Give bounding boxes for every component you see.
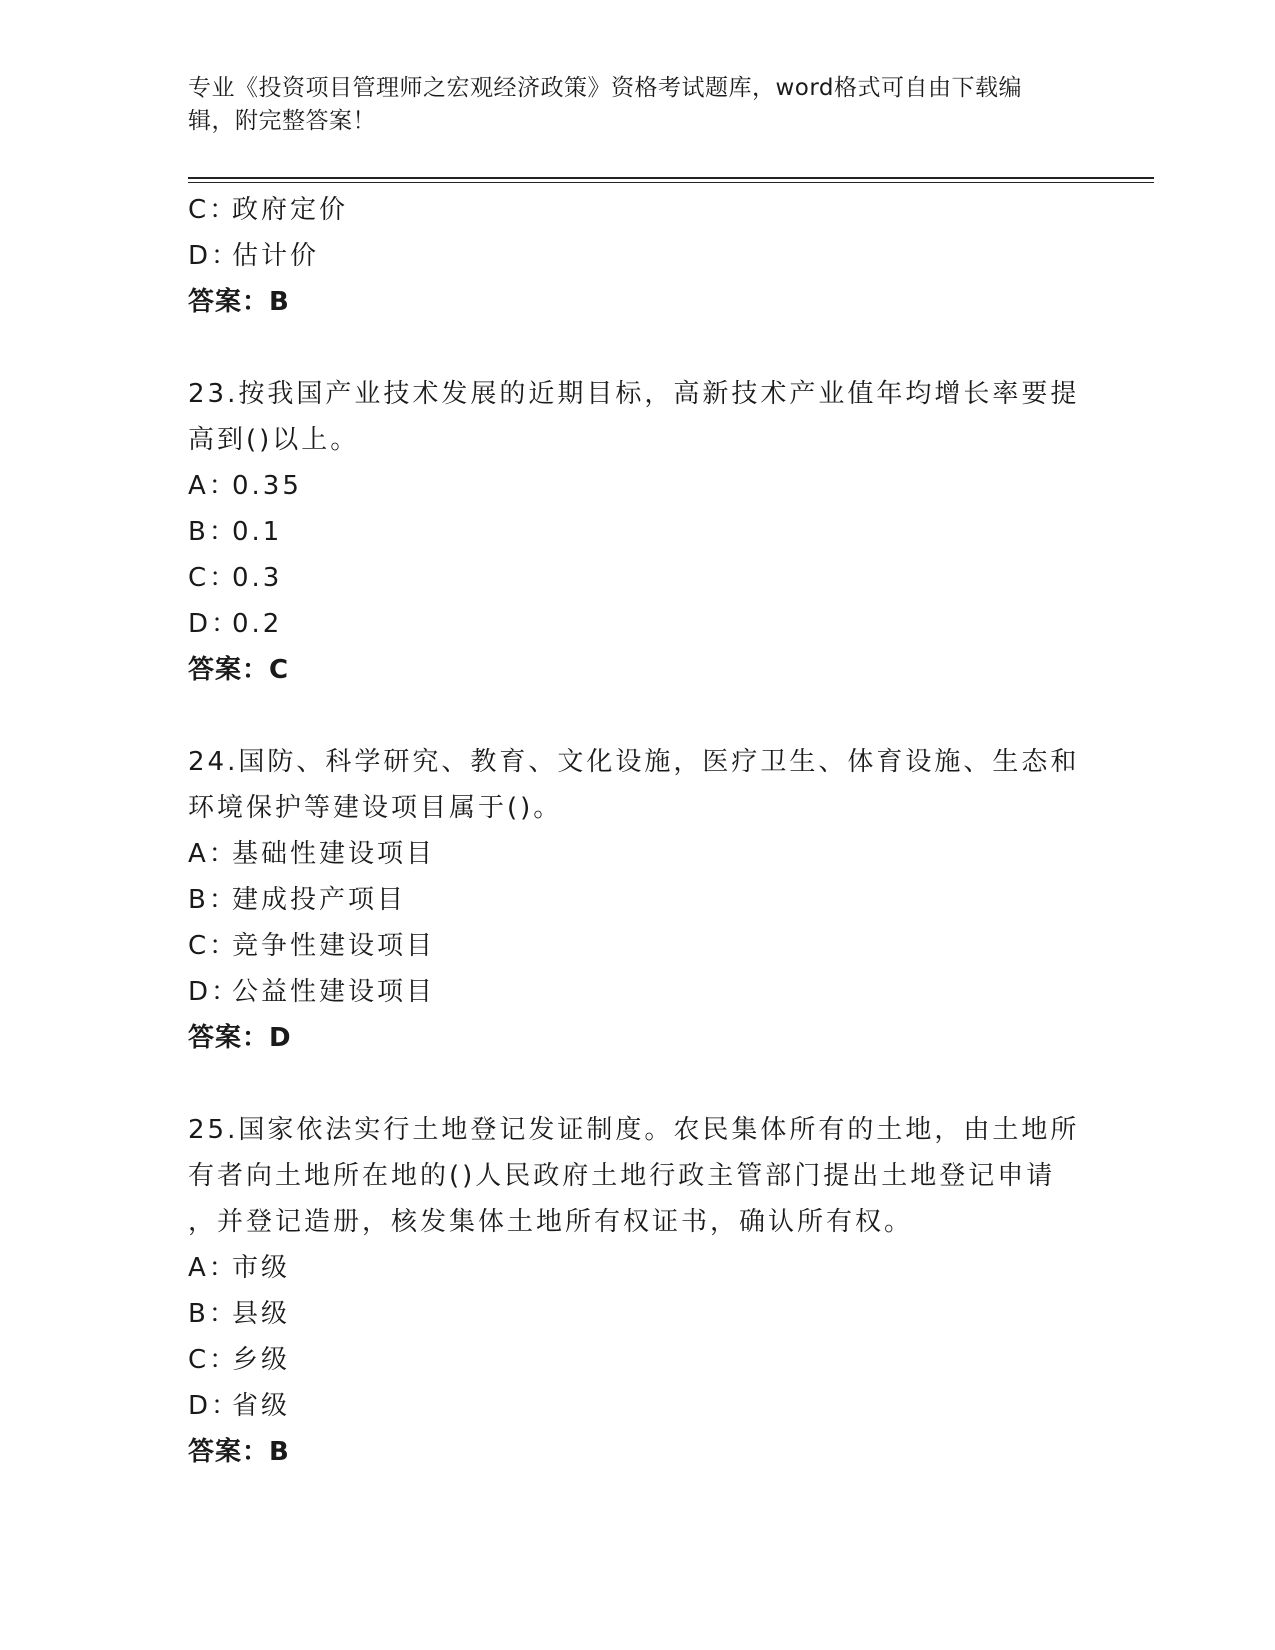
option-letter: A：	[188, 1253, 238, 1283]
question-25	[188, 1107, 1088, 1475]
option-d	[188, 233, 1088, 279]
option-letter: D：	[188, 977, 241, 1007]
option-text: 市级	[232, 1253, 291, 1283]
option-text: 0.3	[232, 563, 283, 593]
answer-line: 答案：C	[188, 655, 290, 685]
answer-line: 答案：D	[188, 1023, 292, 1053]
question-text: 高到()以上。	[188, 425, 360, 455]
option-b	[188, 877, 1088, 923]
option-text: 0.2	[232, 609, 283, 639]
option-a	[188, 463, 1088, 509]
option-d	[188, 1383, 1088, 1429]
option-c	[188, 187, 1088, 233]
option-letter: A：	[188, 839, 238, 869]
question-23	[188, 371, 1088, 693]
option-b	[188, 1291, 1088, 1337]
option-text: 估计价	[232, 241, 320, 271]
option-c	[188, 1337, 1088, 1383]
question-24	[188, 739, 1088, 1061]
option-letter: C：	[188, 195, 239, 225]
question-content	[188, 187, 1088, 1475]
option-d	[188, 969, 1088, 1015]
option-letter: B：	[188, 517, 238, 547]
option-text: 公益性建设项目	[232, 977, 436, 1007]
option-a	[188, 1245, 1088, 1291]
option-text: 基础性建设项目	[232, 839, 436, 869]
option-a	[188, 831, 1088, 877]
header-rule-thick	[188, 177, 1154, 179]
option-text: 政府定价	[232, 195, 349, 225]
option-letter: B：	[188, 885, 238, 915]
header-rule-thin	[188, 182, 1154, 183]
option-c	[188, 923, 1088, 969]
option-letter: D：	[188, 1391, 241, 1421]
question-text: 23.按我国产业技术发展的近期目标，高新技术产业值年均增长率要提	[188, 379, 1080, 409]
option-b	[188, 509, 1088, 555]
option-letter: D：	[188, 609, 241, 639]
page-header: 专业《投资项目管理师之宏观经济政策》资格考试题库，word格式可自由下载编辑，附完整答案！	[188, 75, 1023, 134]
option-letter: A：	[188, 471, 238, 501]
question-text: 24.国防、科学研究、教育、文化设施，医疗卫生、体育设施、生态和	[188, 747, 1080, 777]
option-letter: C：	[188, 563, 239, 593]
option-text: 0.35	[232, 471, 302, 501]
option-text: 建成投产项目	[232, 885, 407, 915]
question-text: 25.国家依法实行土地登记发证制度。农民集体所有的土地，由土地所	[188, 1115, 1080, 1145]
answer-line: 答案：B	[188, 287, 290, 317]
option-letter: C：	[188, 1345, 239, 1375]
option-letter: D：	[188, 241, 241, 271]
option-c	[188, 555, 1088, 601]
option-text: 省级	[232, 1391, 291, 1421]
option-letter: C：	[188, 931, 239, 961]
option-text: 0.1	[232, 517, 283, 547]
question-text: ，并登记造册，核发集体土地所有权证书，确认所有权。	[188, 1207, 914, 1237]
option-text: 县级	[232, 1299, 291, 1329]
option-letter: B：	[188, 1299, 238, 1329]
option-text: 竞争性建设项目	[232, 931, 436, 961]
option-text: 乡级	[232, 1345, 291, 1375]
question-text: 环境保护等建设项目属于()。	[188, 793, 563, 823]
answer-line: 答案：B	[188, 1437, 290, 1467]
question-text: 有者向土地所在地的()人民政府土地行政主管部门提出土地登记申请	[188, 1161, 1056, 1191]
option-d	[188, 601, 1088, 647]
